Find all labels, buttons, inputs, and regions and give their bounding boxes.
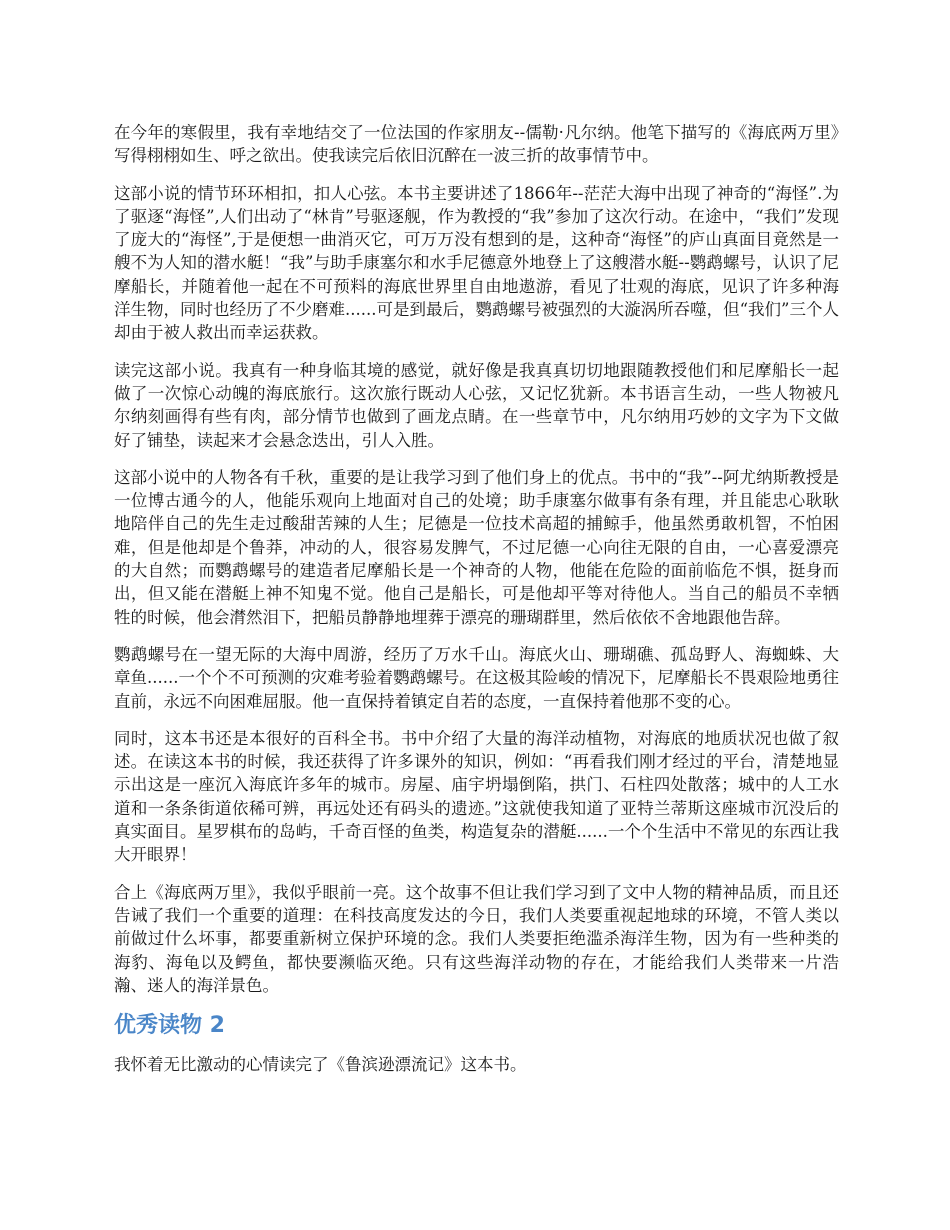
paragraph-impression: 读完这部小说。我真有一种身临其境的感觉，就好像是我真真切切地跟随教授他们和尼摩船长一起做了一次惊心动魄的海底旅行。这次旅行既动人心弦，又记忆犹新。本书语言生动，一些人物被凡尔纳刻画得有些有肉，部分情节也做到了画龙点睛。在一些章节中，凡尔纳用巧妙的文字为下文做好了铺垫，读起来才会悬念迭出，引人入胜。 <box>114 360 839 450</box>
paragraph-closing: 我怀着无比激动的心情读完了《鲁滨逊漂流记》这本书。 <box>114 1055 527 1075</box>
document-page <box>114 121 839 1090</box>
paragraph-journey: 鹦鹉螺号在一望无际的大海中周游，经历了万水千山。海底火山、珊瑚礁、孤岛野人、海蜘蛛、大章鱼......一个个不可预测的灾难考验着鹦鹉螺号。在这极其险峻的情况下，尼摩船长不畏艰险地勇往直前，永远不向困难屈服。他一直保持着镇定自若的态度，一直保持着他那不变的心。 <box>114 644 839 711</box>
paragraph-encyclopedia: 同时，这本书还是本很好的百科全书。书中介绍了大量的海洋动植物，对海底的地质状况也做了叙述。在读这本书的时候，我还获得了许多课外的知识，例如：“再看我们刚才经过的平台，清楚地显示出这是一座沉入海底许多年的城市。房屋、庙宇坍塌倒陷，拱门、石柱四处散落；城中的人工水道和一条条街道依稀可辨，再远处还有码头的遗迹。”这就使我知道了亚特兰蒂斯这座城市沉没后的真实面目。星罗棋布的岛屿，千奇百怪的鱼类，构造复杂的潜艇......一个个生活中不常见的东西让我大开眼界！ <box>114 728 839 865</box>
paragraph-plot: 这部小说的情节环环相扣，扣人心弦。本书主要讲述了1866年--茫茫大海中出现了神奇的“海怪”.为了驱逐“海怪”,人们出动了“林肯”号驱逐舰，作为教授的“我”参加了这次行动。在途中，“我们”发现了庞大的“海怪”,于是便想一曲消灭它，可万万没有想到的是，这种奇“海怪”的庐山真面目竟然是一艘不为人知的潜水艇！“我”与助手康塞尔和水手尼德意外地登上了这艘潜水艇--鹦鹉螺号，认识了尼摩船长，并随着他一起在不可预料的海底世界里自由地遨游，看见了壮观的海底，见识了许多种海洋生物，同时也经历了不少磨难......可是到最后，鹦鹉螺号被强烈的大漩涡所吞噬，但“我们”三个人却由于被人救出而幸运获救。 <box>114 183 839 343</box>
paragraph-characters: 这部小说中的人物各有千秋，重要的是让我学习到了他们身上的优点。书中的“我”--阿尤纳斯教授是一位博古通今的人，他能乐观向上地面对自己的处境；助手康塞尔做事有条有理，并且能忠心耿耿地陪伴自己的先生走过酸甜苦辣的人生；尼德是一位技术高超的捕鲸手，他虽然勇敢机智，不怕困难，但是他却是个鲁莽，冲动的人，很容易发脾气，不过尼德一心向往无限的自由，一心喜爱漂亮的大自然；而鹦鹉螺号的建造者尼摩船长是一个神奇的人物，他能在危险的面前临危不惧，挺身而出，但又能在潜艇上神不知鬼不觉。他自己是船长，可是他却平等对待他人。当自己的船员不幸牺牲的时候，他会潸然泪下，把船员静静地埋葬于漂亮的珊瑚群里，然后依依不舍地跟他告辞。 <box>114 467 839 627</box>
paragraph-conclusion: 合上《海底两万里》，我似乎眼前一亮。这个故事不但让我们学习到了文中人物的精神品质，而且还告诫了我们一个重要的道理：在科技高度发达的今日，我们人类要重视起地球的环境，不管人类以前做过什么坏事，都要重新树立保护环境的念。我们人类要拒绝滥杀海洋生物，因为有一些种类的海豹、海龟以及鳄鱼，都快要濒临灭绝。只有这些海洋动物的存在，才能给我们人类带来一片浩瀚、迷人的海洋景色。 <box>114 882 839 995</box>
section-heading: 优秀读物 2 <box>114 1013 225 1039</box>
paragraph-intro: 在今年的寒假里，我有幸地结交了一位法国的作家朋友--儒勒·凡尔纳。他笔下描写的《海底两万里》写得栩栩如生、呼之欲出。使我读完后依旧沉醉在一波三折的故事情节中。 <box>114 123 839 166</box>
